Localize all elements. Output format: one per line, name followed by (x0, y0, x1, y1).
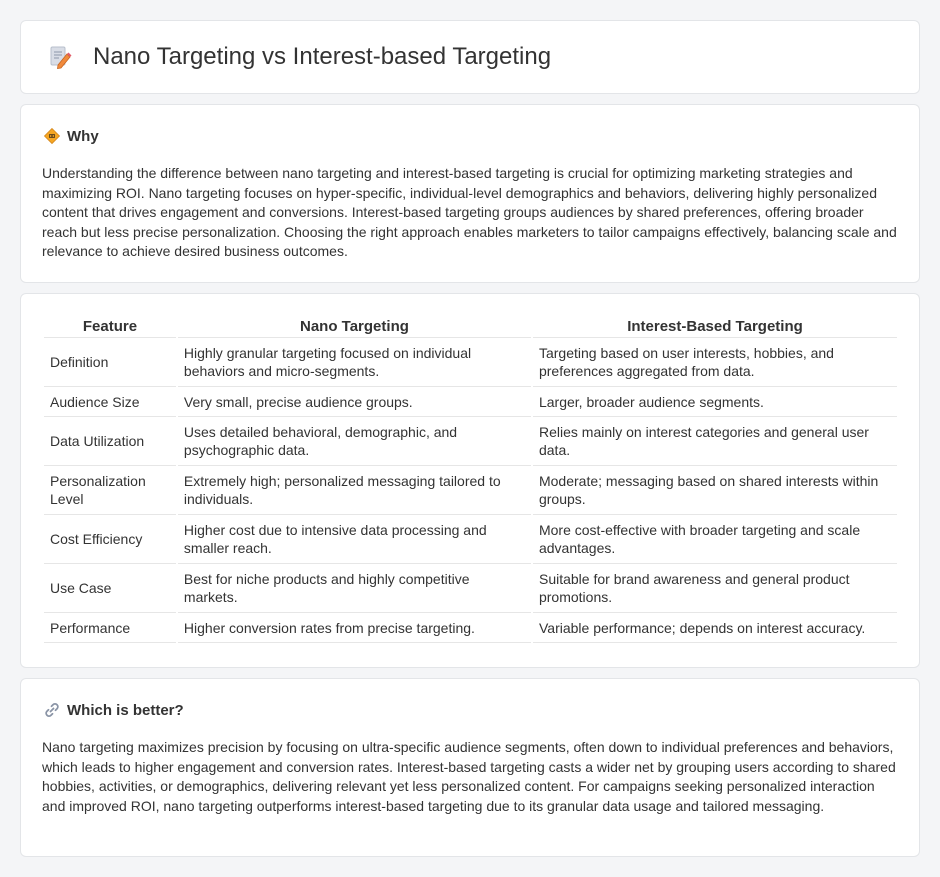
title-row (21, 21, 919, 93)
better-card (20, 678, 920, 857)
better-body: Nano targeting maximizes precision by focusing on ultra-specific audience segments, often down to individual preferences and behaviors, which leads to higher engagement and conversion rates. Interest-based targeting casts a wider net by grouping users according to shared hobbies, activities, or demographics, delivering relevant yet less personalized content. For campaigns seeking personalized interaction and improved ROI, nano targeting outperforms interest-based targeting due to its granular data usage and tailored messaging. (42, 739, 896, 814)
table-row (44, 338, 897, 387)
row-nano: Highly granular targeting focused on individual behaviors and micro-segments. (178, 338, 531, 387)
table-header-row (44, 316, 897, 338)
row-nano: Very small, precise audience groups. (178, 387, 531, 417)
row-nano: Extremely high; personalized messaging tailored to individuals. (178, 466, 531, 515)
row-interest: Moderate; messaging based on shared interests within groups. (533, 466, 897, 515)
row-nano: Higher cost due to intensive data processing and smaller reach. (178, 515, 531, 564)
better-title: Which is better? (67, 701, 184, 719)
row-nano: Uses detailed behavioral, demographic, and psychographic data. (178, 417, 531, 466)
why-card (20, 104, 920, 283)
comparison-table (42, 316, 899, 643)
row-feature: Data Utilization (44, 417, 176, 466)
header-nano: Nano Targeting (178, 316, 531, 338)
better-header (43, 701, 184, 719)
row-feature: Cost Efficiency (44, 515, 176, 564)
table-row (44, 564, 897, 613)
table-row (44, 515, 897, 564)
row-feature: Use Case (44, 564, 176, 613)
why-header (43, 127, 99, 145)
diamond-sign-icon (43, 127, 61, 145)
row-interest: Relies mainly on interest categories and general user data. (533, 417, 897, 466)
row-feature: Audience Size (44, 387, 176, 417)
table-row (44, 466, 897, 515)
row-interest: Suitable for brand awareness and general product promotions. (533, 564, 897, 613)
comparison-card (20, 293, 920, 668)
table-row (44, 417, 897, 466)
row-interest: More cost-effective with broader targeting and scale advantages. (533, 515, 897, 564)
table-row (44, 387, 897, 417)
header-interest: Interest-Based Targeting (533, 316, 897, 338)
page-title: Nano Targeting vs Interest-based Targeting (93, 43, 552, 70)
document-pencil-icon (47, 44, 73, 70)
link-icon (43, 701, 61, 719)
row-nano: Best for niche products and highly competitive markets. (178, 564, 531, 613)
why-body: Understanding the difference between nano targeting and interest-based targeting is crucial for optimizing marketing strategies and maximizing ROI. Nano targeting focuses on hyper-specific, individual-level demographics and behaviors, delivering highly personalized content that drives engagement and conversions. Interest-based targeting groups audiences by shared preferences, offering broader reach but less precise personalization. Choosing the right approach enables marketers to tailor campaigns effectively, balancing scale and relevance to achieve desired business outcomes. (42, 165, 897, 260)
row-feature: Performance (44, 613, 176, 643)
row-interest: Larger, broader audience segments. (533, 387, 897, 417)
row-feature: Personalization Level (44, 466, 176, 515)
table-row (44, 613, 897, 643)
row-nano: Higher conversion rates from precise targeting. (178, 613, 531, 643)
row-interest: Targeting based on user interests, hobbies, and preferences aggregated from data. (533, 338, 897, 387)
row-interest: Variable performance; depends on interest accuracy. (533, 613, 897, 643)
header-feature: Feature (44, 316, 176, 338)
title-card (20, 20, 920, 94)
why-title: Why (67, 127, 99, 145)
row-feature: Definition (44, 338, 176, 387)
